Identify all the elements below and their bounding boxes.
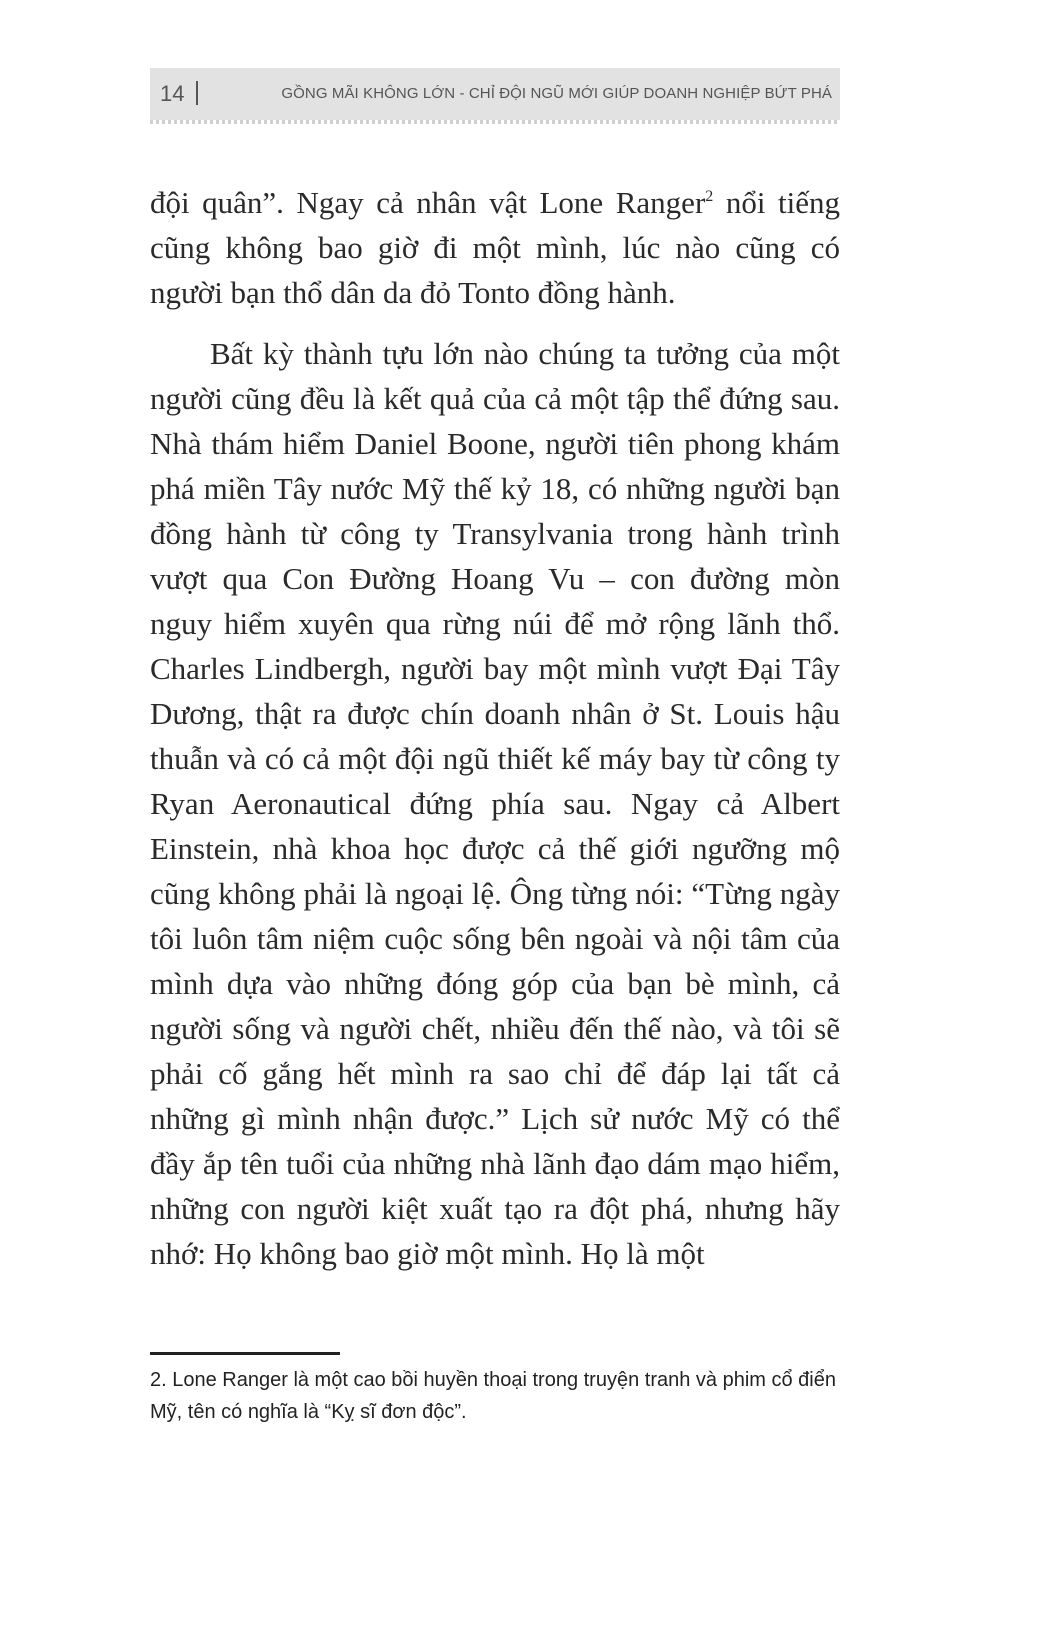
- running-title: GỒNG MÃI KHÔNG LỚN - CHỈ ĐỘI NGŨ MỚI GIÚP DOANH NGHIỆP BỨT PHÁ: [281, 85, 832, 102]
- footnote-divider: [150, 1352, 340, 1355]
- page-number: 14: [160, 81, 185, 106]
- header-divider: [196, 81, 198, 105]
- paragraph-2: Bất kỳ thành tựu lớn nào chúng ta tưởng của một người cũng đều là kết quả của cả một tập thể đứng sau. Nhà thám hiểm Daniel Boone, người tiên phong khám phá miền Tây nước Mỹ thế kỷ 18, có những người bạn đồng hành từ công ty Transylvania trong hành trình vượt qua Con Đường Hoang Vu – con đường mòn nguy hiểm xuyên qua rừng núi để mở rộng lãnh thổ. Charles Lindbergh, người bay một mình vượt Đại Tây Dương, thật ra được chín doanh nhân ở St. Louis hậu thuẫn và có cả một đội ngũ thiết kế máy bay từ công ty Ryan Aeronautical đứng phía sau. Ngay cả Albert Einstein, nhà khoa học được cả thế giới ngưỡng mộ cũng không phải là ngoại lệ. Ông từng nói: “Từng ngày tôi luôn tâm niệm cuộc sống bên ngoài và nội tâm của mình dựa vào những đóng góp của bạn bè mình, cả người sống và người chết, nhiều đến thế nào, và tôi sẽ phải cố gắng hết mình ra sao chỉ để đáp lại tất cả những gì mình nhận được.” Lịch sử nước Mỹ có thể đầy ắp tên tuổi của những nhà lãnh đạo dám mạo hiểm, những con người kiệt xuất tạo ra đột phá, nhưng hãy nhớ: Họ không bao giờ một mình. Họ là một: [150, 336, 840, 1271]
- paragraph-1-start: đội quân”. Ngay cả nhân vật Lone Ranger: [150, 185, 706, 220]
- paragraph-1-end: nổi tiếng cũng không bao giờ đi một mình, lúc nào cũng có người bạn thổ dân da đỏ Tonto đồng hành.: [150, 185, 840, 310]
- body-text: [150, 180, 840, 1276]
- footnote: 2. Lone Ranger là một cao bồi huyền thoại trong truyện tranh và phim cổ điển Mỹ, tên có nghĩa là “Kỵ sĩ đơn độc”.: [150, 1369, 836, 1423]
- paragraph-1: [150, 180, 840, 315]
- footnote-ref: 2: [705, 188, 714, 205]
- running-header: [150, 68, 840, 120]
